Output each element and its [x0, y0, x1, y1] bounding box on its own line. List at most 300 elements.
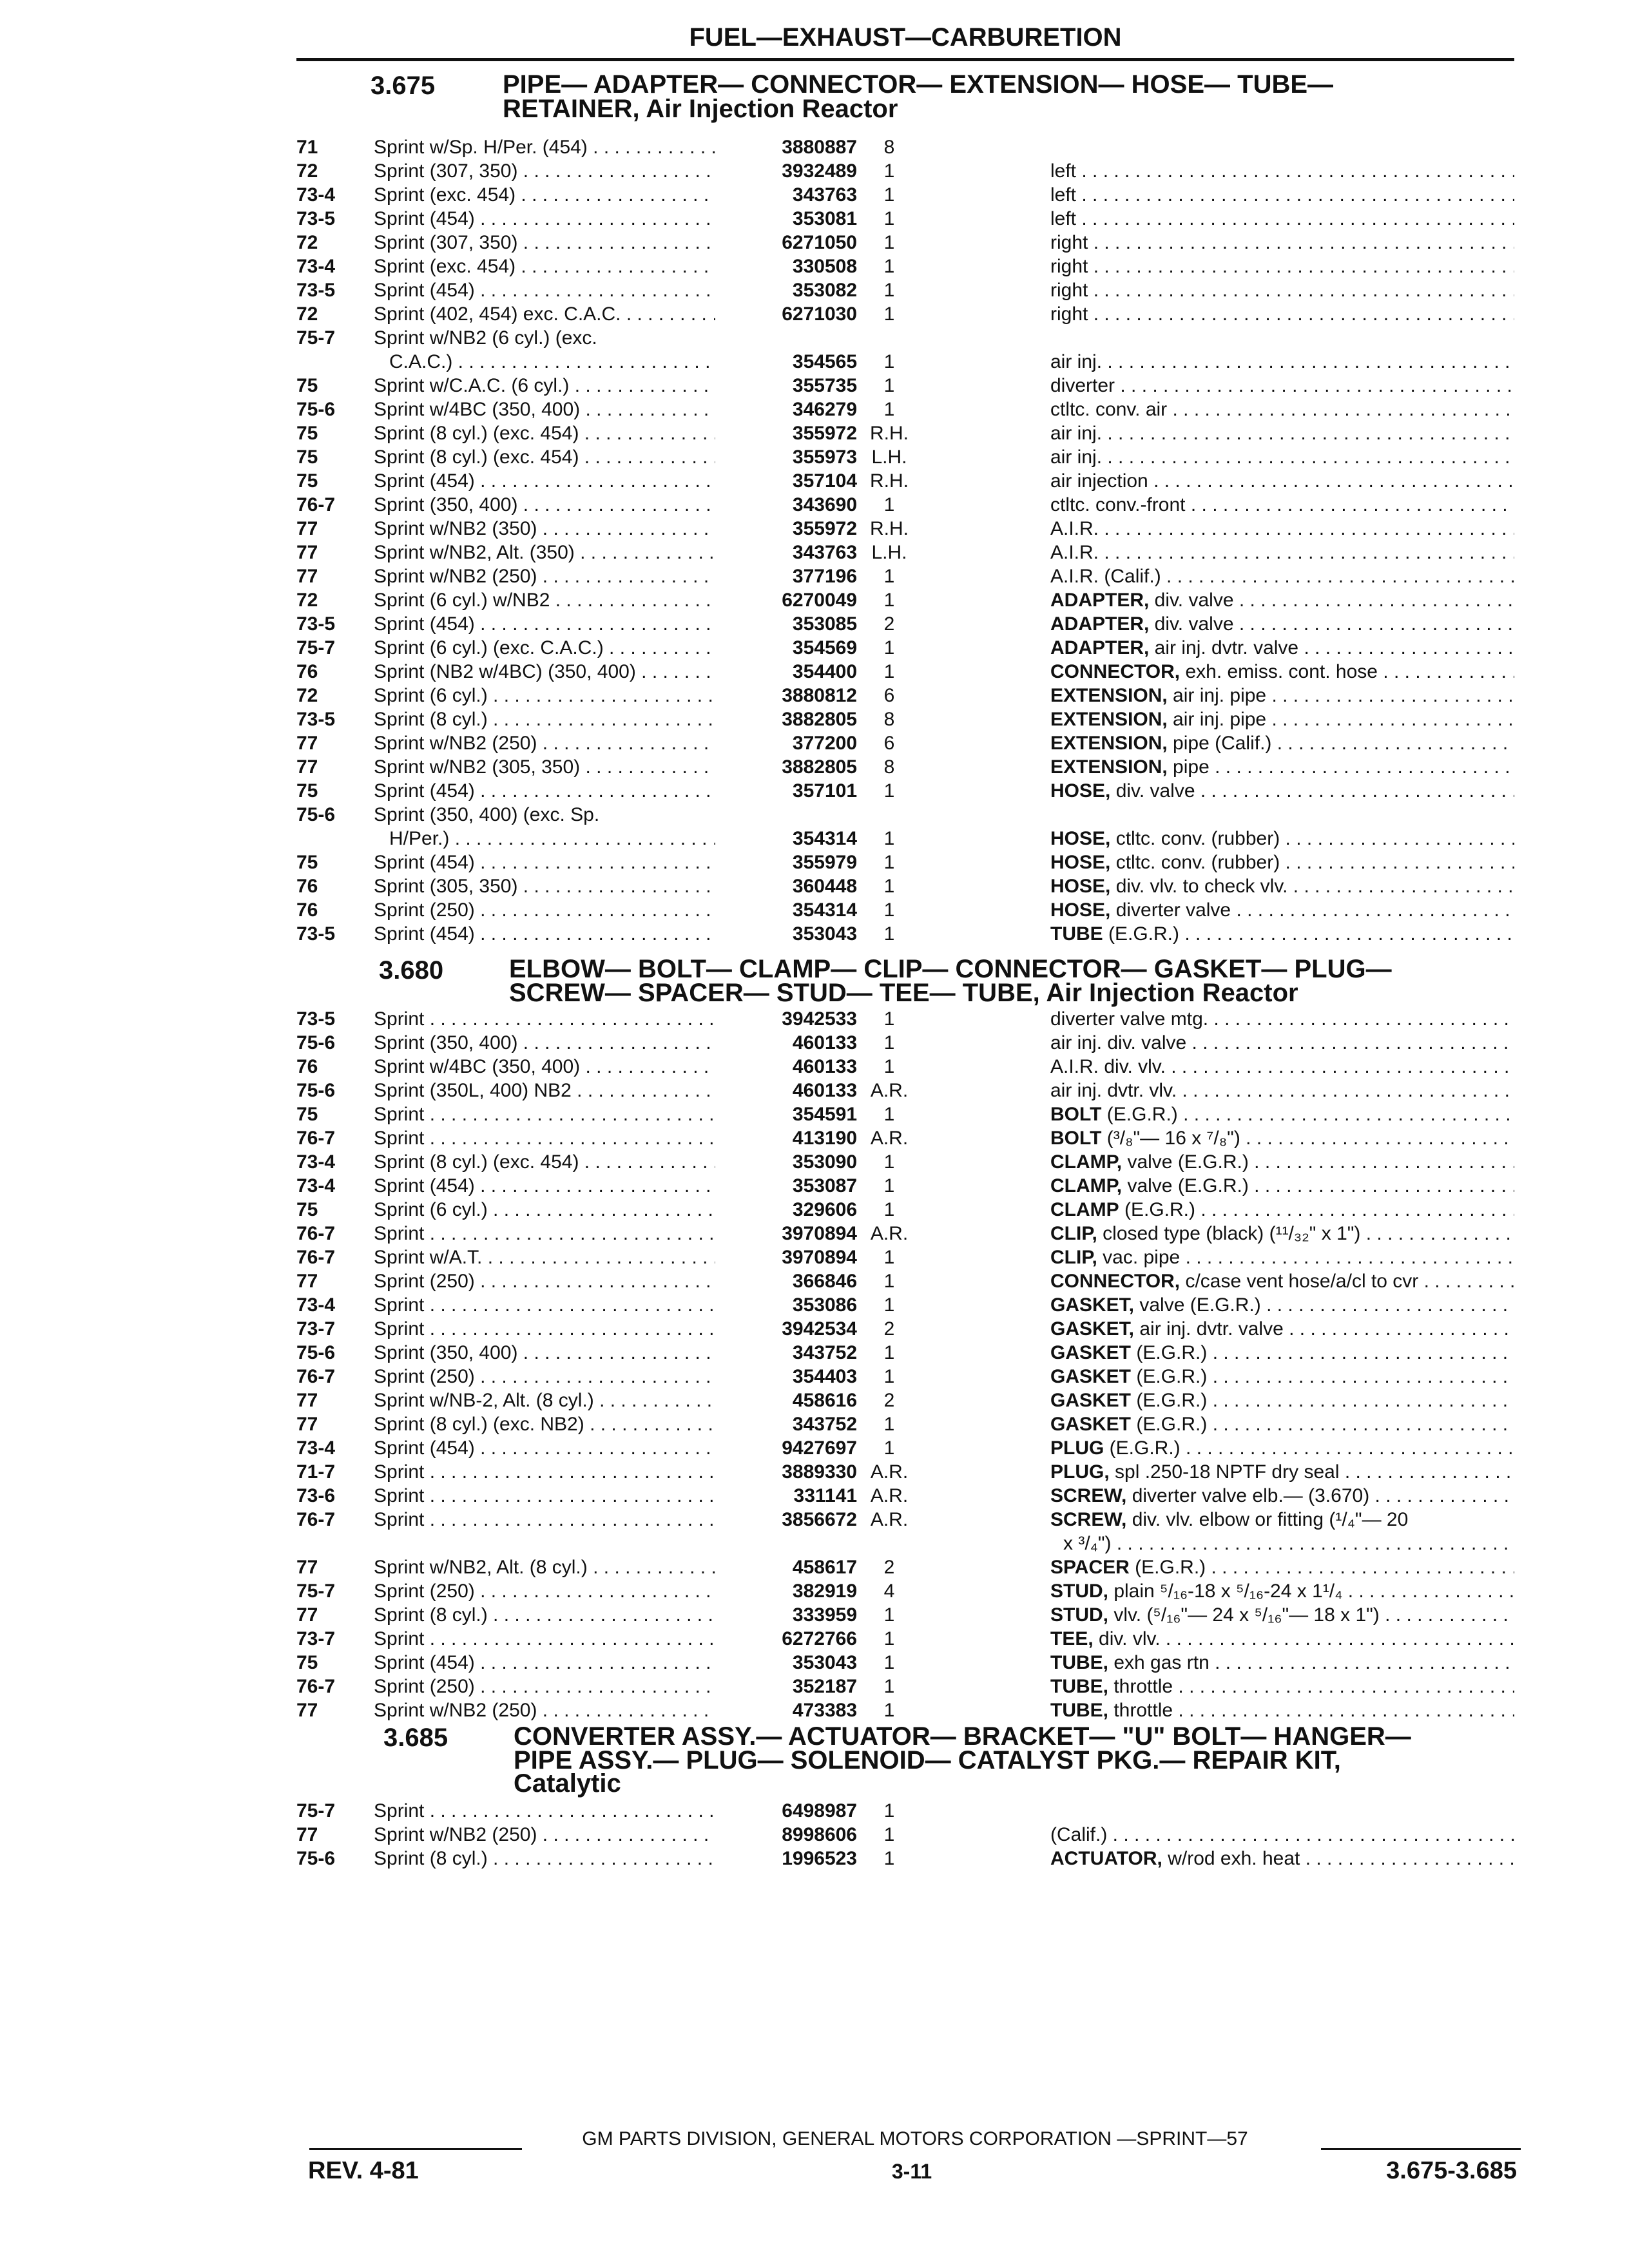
- table-row: [0, 1799, 1629, 1823]
- table-row: [0, 1675, 1629, 1698]
- part-note-line: [1050, 1698, 1514, 1722]
- application-description: [374, 135, 715, 159]
- part-number: 458616: [792, 1390, 857, 1411]
- part-number: 460133: [792, 1056, 857, 1077]
- application-line: Sprint (6 cyl.) w/NB2 . . .: [374, 588, 715, 612]
- part-name: BOLT: [1050, 1128, 1102, 1149]
- application-line: Sprint . . .: [374, 1508, 715, 1532]
- part-name: ADAPTER,: [1050, 590, 1150, 611]
- table-row: [0, 1222, 1629, 1245]
- application-description: [374, 612, 715, 636]
- part-number: 354403: [792, 1366, 857, 1387]
- application-description: [374, 1317, 715, 1341]
- table-row: [0, 1174, 1629, 1198]
- part-number: 353082: [792, 280, 857, 301]
- model-year-code: 73-4: [296, 184, 336, 206]
- part-note-line: [1050, 1484, 1514, 1508]
- quantity: 1: [883, 1056, 895, 1077]
- quantity: 1: [883, 1151, 895, 1173]
- application-description: [374, 1365, 715, 1389]
- part-number: 377196: [792, 566, 857, 587]
- part-name: HOSE,: [1050, 852, 1111, 873]
- quantity: R.H.: [870, 518, 909, 539]
- model-year-code: 75: [296, 1652, 318, 1673]
- application-line: Sprint w/Sp. H/Per. (454) . . .: [374, 135, 715, 159]
- part-note: [1050, 541, 1514, 564]
- part-note: [1050, 1847, 1514, 1870]
- application-description: [374, 1341, 715, 1365]
- quantity: 1: [883, 399, 895, 420]
- part-note: [1050, 1555, 1514, 1579]
- part-name: STUD,: [1050, 1604, 1108, 1626]
- model-year-code: 75-6: [296, 1848, 336, 1869]
- table-row: [0, 874, 1629, 898]
- part-name: PLUG,: [1050, 1461, 1110, 1483]
- parts-list: [0, 1007, 1629, 1722]
- application-description: [374, 850, 715, 874]
- part-number: 460133: [792, 1080, 857, 1101]
- quantity: 8: [883, 709, 895, 730]
- model-year-code: 77: [296, 1390, 318, 1411]
- application-description: [374, 159, 715, 183]
- table-row: [0, 1150, 1629, 1174]
- part-number: 355972: [792, 423, 857, 444]
- part-detail: (E.G.R.): [1131, 1390, 1208, 1411]
- application-description: [374, 636, 715, 660]
- application-line: Sprint w/NB2 (6 cyl.) (exc.: [374, 327, 597, 349]
- quantity: 2: [883, 613, 895, 635]
- application-description: [374, 1823, 715, 1847]
- application-description: [374, 755, 715, 779]
- model-year-code: 73-5: [296, 923, 336, 945]
- part-name: GASKET: [1050, 1390, 1132, 1411]
- part-note: [1050, 1627, 1514, 1651]
- application-line: Sprint (250) . . .: [374, 1579, 715, 1603]
- part-number: 3942533: [782, 1008, 857, 1030]
- part-note-line: [1050, 1102, 1514, 1126]
- part-note-line: [1050, 1031, 1514, 1055]
- model-year-code: 75-7: [296, 1800, 336, 1821]
- application-line: Sprint (NB2 w/4BC) (350, 400) . . .: [374, 660, 715, 684]
- application-description: [374, 398, 715, 421]
- part-name: BOLT: [1050, 1104, 1102, 1125]
- table-row: [0, 1007, 1629, 1031]
- quantity: 1: [883, 852, 895, 873]
- part-name: ADAPTER,: [1050, 637, 1150, 658]
- part-name: SPACER: [1050, 1557, 1130, 1578]
- application-line: Sprint w/A.T. . . .: [374, 1245, 715, 1269]
- application-description: [374, 541, 715, 564]
- table-row: [0, 731, 1629, 755]
- quantity: 1: [883, 1824, 895, 1845]
- model-year-code: 75: [296, 1104, 318, 1125]
- application-description: [374, 874, 715, 898]
- part-number: 354569: [792, 637, 857, 658]
- model-year-code: 75-7: [296, 1581, 336, 1602]
- part-name: GASKET,: [1050, 1294, 1135, 1316]
- part-detail: air inj.: [1050, 351, 1103, 372]
- application-description: [374, 1484, 715, 1508]
- part-note-line: [1050, 874, 1514, 898]
- model-year-code: 76-7: [296, 1676, 336, 1697]
- application-description: [374, 588, 715, 612]
- part-number: 355973: [792, 447, 857, 468]
- application-description: [374, 1579, 715, 1603]
- part-note: [1050, 1698, 1514, 1722]
- application-line: Sprint (8 cyl.) (exc. 454) . . .: [374, 421, 715, 445]
- part-number: 357101: [792, 780, 857, 802]
- part-number: 352187: [792, 1676, 857, 1697]
- application-description: [374, 1222, 715, 1245]
- part-detail: (E.G.R.): [1103, 923, 1180, 945]
- table-row: [0, 803, 1629, 850]
- model-year-code: 73-5: [296, 208, 336, 229]
- model-year-code: 76: [296, 876, 318, 897]
- part-detail: ctltc. conv. air: [1050, 399, 1168, 420]
- part-note-line: [1050, 1412, 1514, 1436]
- part-note-line: [1050, 541, 1514, 564]
- quantity: 2: [883, 1390, 895, 1411]
- model-year-code: 75: [296, 375, 318, 396]
- application-line: Sprint . . .: [374, 1627, 715, 1651]
- model-year-code: 76: [296, 899, 318, 921]
- part-note: [1050, 255, 1514, 278]
- page-number: 3-11: [891, 2160, 932, 2183]
- part-number: 353043: [792, 1652, 857, 1673]
- part-note-line: [1050, 1198, 1514, 1222]
- table-row: [0, 183, 1629, 207]
- part-detail: plain ⁵/₁₆-18 x ⁵/₁₆-24 x 1¹/₄: [1108, 1581, 1343, 1602]
- part-detail: c/case vent hose/a/cl to cvr: [1180, 1271, 1419, 1292]
- table-row: [0, 493, 1629, 517]
- section-title-line: SCREW— SPACER— STUD— TEE— TUBE, Air Injection Reactor: [509, 979, 1298, 1007]
- part-note: [1050, 1508, 1514, 1555]
- application-description: [374, 1460, 715, 1484]
- part-note-line: [1050, 1317, 1514, 1341]
- part-name: HOSE,: [1050, 876, 1111, 897]
- quantity: 1: [883, 208, 895, 229]
- application-description: [374, 469, 715, 493]
- part-note-line: [1050, 1555, 1514, 1579]
- application-line: Sprint . . .: [374, 1126, 715, 1150]
- part-note-line: [1050, 493, 1514, 517]
- part-detail: valve (E.G.R.): [1134, 1294, 1261, 1316]
- application-description: [374, 445, 715, 469]
- application-line: Sprint w/NB2 (350) . . .: [374, 517, 715, 541]
- part-number: 353085: [792, 613, 857, 635]
- part-name: GASKET: [1050, 1366, 1132, 1387]
- section-title-line: PIPE— ADAPTER— CONNECTOR— EXTENSION— HOSE— TUBE—: [503, 70, 1334, 99]
- application-line: Sprint (350, 400) . . .: [374, 493, 715, 517]
- part-detail: air inj.: [1050, 423, 1103, 444]
- application-line: Sprint (350, 400) (exc. Sp.: [374, 804, 600, 825]
- part-number: 458617: [792, 1557, 857, 1578]
- application-description: [374, 1651, 715, 1675]
- table-row: [0, 1436, 1629, 1460]
- quantity: 1: [883, 256, 895, 277]
- part-detail: valve (E.G.R.): [1122, 1175, 1249, 1196]
- quantity: 1: [883, 494, 895, 515]
- application-description: [374, 1269, 715, 1293]
- footer-division: [309, 2126, 1521, 2152]
- application-description: [374, 1675, 715, 1698]
- table-row: [0, 278, 1629, 302]
- application-line: Sprint (8 cyl.) (exc. NB2) . . .: [374, 1412, 715, 1436]
- quantity: 1: [883, 1104, 895, 1125]
- part-detail: (E.G.R.): [1131, 1414, 1208, 1435]
- part-detail: left: [1050, 208, 1077, 229]
- footer-rule-right: [1321, 2148, 1521, 2150]
- table-row: [0, 898, 1629, 922]
- parts-list: [0, 135, 1629, 946]
- part-note: [1050, 1823, 1514, 1847]
- quantity: 1: [883, 1294, 895, 1316]
- model-year-code: 76-7: [296, 494, 336, 515]
- model-year-code: 72: [296, 232, 318, 253]
- part-note: [1050, 1031, 1514, 1055]
- part-note: [1050, 1150, 1514, 1174]
- part-detail: throttle: [1108, 1676, 1173, 1697]
- application-description: [374, 1150, 715, 1174]
- part-detail: vlv. (⁵/₁₆"— 24 x ⁵/₁₆"— 18 x 1"): [1108, 1604, 1380, 1626]
- part-note: [1050, 231, 1514, 255]
- part-number: 377200: [792, 733, 857, 754]
- part-detail: diverter: [1050, 375, 1115, 396]
- part-detail: ctltc. conv. (rubber): [1110, 828, 1280, 849]
- part-name: HOSE,: [1050, 780, 1111, 802]
- part-note-line: [1050, 755, 1514, 779]
- part-note-line: [1050, 612, 1514, 636]
- part-detail: ctltc. conv.-front: [1050, 494, 1186, 515]
- table-row: [0, 541, 1629, 564]
- model-year-code: 76-7: [296, 1366, 336, 1387]
- part-number: 357104: [792, 470, 857, 492]
- part-number: 343763: [792, 184, 857, 206]
- application-description: [374, 684, 715, 707]
- part-note: [1050, 183, 1514, 207]
- part-note-line: [1050, 1365, 1514, 1389]
- part-number: 353081: [792, 208, 857, 229]
- part-note-line: [1050, 255, 1514, 278]
- application-description: [374, 1799, 715, 1823]
- part-number: 354591: [792, 1104, 857, 1125]
- part-number: 330508: [792, 256, 857, 277]
- part-detail: right: [1050, 303, 1088, 325]
- table-row: [0, 1627, 1629, 1651]
- part-note-line: [1050, 1436, 1514, 1460]
- part-note-line: [1050, 564, 1514, 588]
- table-row: [0, 255, 1629, 278]
- part-note: [1050, 1102, 1514, 1126]
- part-detail: left: [1050, 184, 1077, 206]
- part-note-continued: x ³/₄") . . .: [1050, 1532, 1514, 1555]
- part-name: SCREW,: [1050, 1509, 1127, 1530]
- table-row: [0, 1055, 1629, 1079]
- part-note: [1050, 707, 1514, 731]
- part-detail: pipe (Calif.): [1167, 733, 1272, 754]
- parts-list: [0, 1799, 1629, 1870]
- part-note-line: [1050, 1603, 1514, 1627]
- part-note-line: [1050, 1579, 1514, 1603]
- table-row: [0, 1603, 1629, 1627]
- quantity: 1: [883, 184, 895, 206]
- part-name: CLAMP,: [1050, 1175, 1123, 1196]
- model-year-code: 73-5: [296, 613, 336, 635]
- application-description: [374, 278, 715, 302]
- part-note: [1050, 1317, 1514, 1341]
- table-row: [0, 922, 1629, 946]
- part-number: 413190: [792, 1128, 857, 1149]
- quantity: 8: [883, 137, 895, 158]
- part-note: [1050, 898, 1514, 922]
- part-note: [1050, 1245, 1514, 1269]
- part-note-line: [1050, 684, 1514, 707]
- model-year-code: 76-7: [296, 1223, 336, 1244]
- application-line-continued: C.A.C.) . . .: [374, 350, 715, 374]
- part-note-line: [1050, 707, 1514, 731]
- part-note-line: [1050, 1079, 1514, 1102]
- application-description: [374, 183, 715, 207]
- application-line: Sprint (454) . . .: [374, 207, 715, 231]
- model-year-code: 75: [296, 852, 318, 873]
- part-number: 3932489: [782, 160, 857, 182]
- part-note: [1050, 445, 1514, 469]
- application-line: Sprint w/NB2 (250) . . .: [374, 731, 715, 755]
- part-note-line: [1050, 1627, 1514, 1651]
- footer-division-text: GM PARTS DIVISION, GENERAL MOTORS CORPORATION —SPRINT—57: [582, 2128, 1248, 2149]
- part-detail: div. valve: [1149, 613, 1234, 635]
- part-number: 473383: [792, 1700, 857, 1721]
- part-note: [1050, 636, 1514, 660]
- application-description: [374, 803, 715, 850]
- quantity: 1: [883, 160, 895, 182]
- part-note-line: [1050, 1007, 1514, 1031]
- table-row: [0, 588, 1629, 612]
- application-line: Sprint (454) . . .: [374, 1174, 715, 1198]
- part-note: [1050, 421, 1514, 445]
- quantity: 8: [883, 756, 895, 778]
- part-note-line: [1050, 1150, 1514, 1174]
- application-line: Sprint (454) . . .: [374, 922, 715, 946]
- part-number: 3882805: [782, 709, 857, 730]
- part-number: 354314: [792, 899, 857, 921]
- part-number: 3889330: [782, 1461, 857, 1483]
- table-row: [0, 684, 1629, 707]
- application-description: [374, 421, 715, 445]
- model-year-code: 73-5: [296, 709, 336, 730]
- part-detail: (³/₈"— 16 x ⁷/₈"): [1101, 1128, 1240, 1149]
- table-row: [0, 159, 1629, 183]
- model-year-code: 76-7: [296, 1128, 336, 1149]
- part-detail: right: [1050, 256, 1088, 277]
- application-line: Sprint w/4BC (350, 400) . . .: [374, 398, 715, 421]
- part-note: [1050, 588, 1514, 612]
- part-number: 355979: [792, 852, 857, 873]
- model-year-code: 73-4: [296, 1437, 336, 1459]
- application-line: Sprint . . .: [374, 1460, 715, 1484]
- part-number: 3970894: [782, 1223, 857, 1244]
- part-detail: right: [1050, 280, 1088, 301]
- part-number: 3856672: [782, 1509, 857, 1530]
- application-description: [374, 207, 715, 231]
- part-note: [1050, 1079, 1514, 1102]
- application-line: Sprint w/C.A.C. (6 cyl.) . . .: [374, 374, 715, 398]
- application-line: Sprint (454) . . .: [374, 850, 715, 874]
- application-description: [374, 517, 715, 541]
- part-note: [1050, 1651, 1514, 1675]
- model-year-code: 72: [296, 590, 318, 611]
- model-year-code: 75-6: [296, 1032, 336, 1053]
- application-line: Sprint (250) . . .: [374, 898, 715, 922]
- part-name: EXTENSION,: [1050, 756, 1168, 778]
- table-row: [0, 1412, 1629, 1436]
- part-number: 6271030: [782, 303, 857, 325]
- quantity: 2: [883, 1557, 895, 1578]
- model-year-code: 72: [296, 685, 318, 706]
- quantity: 1: [883, 1676, 895, 1697]
- application-description: [374, 231, 715, 255]
- part-detail: (Calif.): [1050, 1824, 1108, 1845]
- application-line: Sprint (454) . . .: [374, 612, 715, 636]
- section-title-line: ELBOW— BOLT— CLAMP— CLIP— CONNECTOR— GASKET— PLUG—: [509, 955, 1392, 983]
- part-note: [1050, 517, 1514, 541]
- part-note: [1050, 850, 1514, 874]
- part-number: 3880887: [782, 137, 857, 158]
- part-detail: A.I.R.: [1050, 542, 1099, 563]
- part-note: [1050, 493, 1514, 517]
- application-description: [374, 1412, 715, 1436]
- quantity: 1: [883, 828, 895, 849]
- part-detail: vac. pipe: [1097, 1247, 1181, 1268]
- model-year-code: 75-6: [296, 804, 336, 825]
- quantity: 1: [883, 280, 895, 301]
- part-detail: air inj. pipe: [1167, 685, 1267, 706]
- part-detail: ctltc. conv. (rubber): [1110, 852, 1280, 873]
- quantity: 1: [883, 1437, 895, 1459]
- part-name: GASKET,: [1050, 1318, 1135, 1340]
- application-line: Sprint (454) . . .: [374, 1651, 715, 1675]
- quantity: 1: [883, 780, 895, 802]
- part-detail: throttle: [1108, 1700, 1173, 1721]
- application-line: Sprint (454) . . .: [374, 779, 715, 803]
- table-row: [0, 1555, 1629, 1579]
- part-note-line: [1050, 1341, 1514, 1365]
- part-name: CONNECTOR,: [1050, 1271, 1181, 1292]
- part-number: 382919: [792, 1581, 857, 1602]
- part-note: [1050, 1389, 1514, 1412]
- part-note-line: [1050, 1055, 1514, 1079]
- quantity: A.R.: [870, 1509, 909, 1530]
- quantity: 1: [883, 566, 895, 587]
- quantity: 1: [883, 876, 895, 897]
- part-note-line: [1050, 1245, 1514, 1269]
- application-line: Sprint (350, 400) . . .: [374, 1341, 715, 1365]
- quantity: 6: [883, 685, 895, 706]
- application-line: Sprint (250) . . .: [374, 1365, 715, 1389]
- part-note: [1050, 1412, 1514, 1436]
- part-note: [1050, 874, 1514, 898]
- part-number: 353086: [792, 1294, 857, 1316]
- quantity: 1: [883, 923, 895, 945]
- application-description: [374, 1508, 715, 1532]
- table-row: [0, 1460, 1629, 1484]
- part-name: EXTENSION,: [1050, 733, 1168, 754]
- part-note-line: [1050, 1222, 1514, 1245]
- application-description: [374, 1198, 715, 1222]
- part-number: 354314: [792, 828, 857, 849]
- application-line: Sprint (exc. 454) . . .: [374, 183, 715, 207]
- model-year-code: 72: [296, 160, 318, 182]
